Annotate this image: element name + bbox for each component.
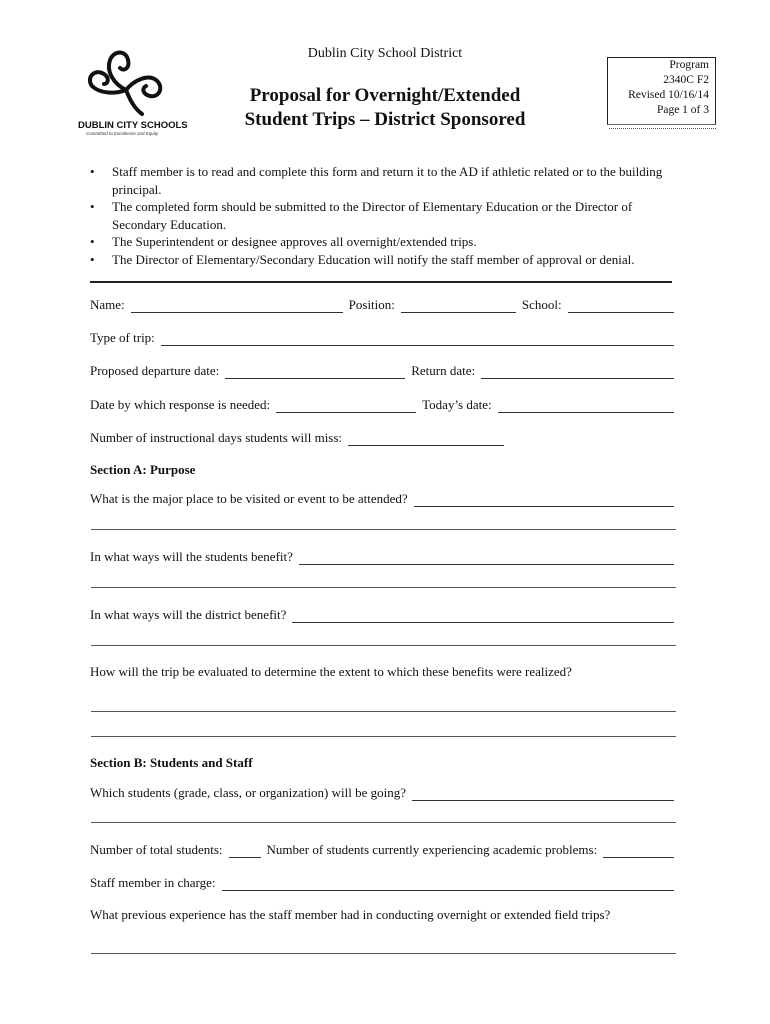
section-b-q1-row <box>90 785 680 801</box>
instructional-days-label: Number of instructional days students will miss: <box>90 430 343 445</box>
name-field[interactable] <box>131 300 343 313</box>
instruction-item: • The Director of Elementary/Secondary Education will notify the staff member of approval or denial. <box>90 251 680 269</box>
section-b-q1: Which students (grade, class, or organization) will be going? <box>90 785 407 800</box>
section-a-q2-field[interactable] <box>299 552 674 565</box>
section-a-q3-field[interactable] <box>292 610 674 623</box>
trip-type-field[interactable] <box>161 333 674 346</box>
today-label: Today’s date: <box>422 397 492 412</box>
section-a-q2-row <box>90 549 680 565</box>
section-a-q1-field[interactable] <box>414 494 674 507</box>
response-field[interactable] <box>276 400 416 413</box>
section-a-q4-row <box>90 664 680 680</box>
instructional-days-field[interactable] <box>348 433 504 446</box>
title-line-2: Student Trips – District Sponsored <box>244 109 526 130</box>
section-a-q3-row <box>90 607 680 623</box>
name-label: Name: <box>90 297 125 312</box>
response-row <box>90 397 680 413</box>
section-b-heading: Section B: Students and Staff <box>90 755 253 770</box>
staff-in-charge-row <box>90 875 680 891</box>
title-line-1: Proposal for Overnight/Extended <box>249 85 521 106</box>
section-a-q3: In what ways will the district benefit? <box>90 607 287 622</box>
instructions-list <box>90 163 680 268</box>
instruction-item: • The completed form should be submitted to the Director of Elementary Education or the Director of Secondary Education. <box>90 198 680 233</box>
answer-line[interactable] <box>91 736 676 737</box>
logo-tagline: Committed to Excellence and Equity <box>86 131 159 136</box>
trip-type-row <box>90 330 680 346</box>
section-a-heading: Section A: Purpose <box>90 462 196 477</box>
academic-problems-field[interactable] <box>603 845 674 858</box>
answer-line[interactable] <box>91 822 676 823</box>
answer-line[interactable] <box>91 645 676 646</box>
program-label: Program <box>669 59 709 71</box>
form-title <box>200 84 570 132</box>
dates-row <box>90 363 680 379</box>
page-number: Page 1 of 3 <box>656 104 709 116</box>
trip-type-label: Type of trip: <box>90 330 155 345</box>
section-a-q2: In what ways will the students benefit? <box>90 549 293 564</box>
instruction-item: • Staff member is to read and complete this form and return it to the AD if athletic related or to the building principal. <box>90 163 680 198</box>
position-label: Position: <box>348 297 395 312</box>
answer-line[interactable] <box>91 529 676 530</box>
total-students-field[interactable] <box>229 845 261 858</box>
experience-question: What previous experience has the staff member had in conducting overnight or extended field trips? <box>90 907 611 922</box>
section-a-q1: What is the major place to be visited or event to be attended? <box>90 491 408 506</box>
students-row <box>90 842 680 858</box>
school-label: School: <box>521 297 562 312</box>
instructional-days-row <box>90 430 680 446</box>
return-field[interactable] <box>481 366 674 379</box>
answer-line[interactable] <box>91 953 676 954</box>
school-field[interactable] <box>568 300 674 313</box>
response-label: Date by which response is needed: <box>90 397 271 412</box>
section-a-q1-row <box>90 491 680 507</box>
program-box <box>607 57 716 125</box>
logo-text: DUBLIN CITY SCHOOLS <box>78 120 188 131</box>
section-a-q4: How will the trip be evaluated to determine the extent to which these benefits were realized? <box>90 664 572 679</box>
name-row <box>90 297 680 313</box>
program-code: 2340C F2 <box>663 74 709 86</box>
staff-in-charge-label: Staff member in charge: <box>90 875 216 890</box>
today-field[interactable] <box>498 400 674 413</box>
instruction-item: • The Superintendent or designee approves all overnight/extended trips. <box>90 233 680 251</box>
section-b-q1-field[interactable] <box>412 788 674 801</box>
district-name: Dublin City School District <box>307 46 463 61</box>
staff-in-charge-field[interactable] <box>222 878 674 891</box>
program-box-underline <box>609 128 716 129</box>
answer-line[interactable] <box>91 587 676 588</box>
experience-row <box>90 907 680 923</box>
revision-date: Revised 10/16/14 <box>628 89 709 101</box>
return-label: Return date: <box>411 363 476 378</box>
divider <box>90 281 672 283</box>
departure-field[interactable] <box>225 366 405 379</box>
total-students-label: Number of total students: <box>90 842 223 857</box>
academic-problems-label: Number of students currently experiencing academic problems: <box>266 842 598 857</box>
position-field[interactable] <box>401 300 516 313</box>
answer-line[interactable] <box>91 711 676 712</box>
departure-label: Proposed departure date: <box>90 363 220 378</box>
